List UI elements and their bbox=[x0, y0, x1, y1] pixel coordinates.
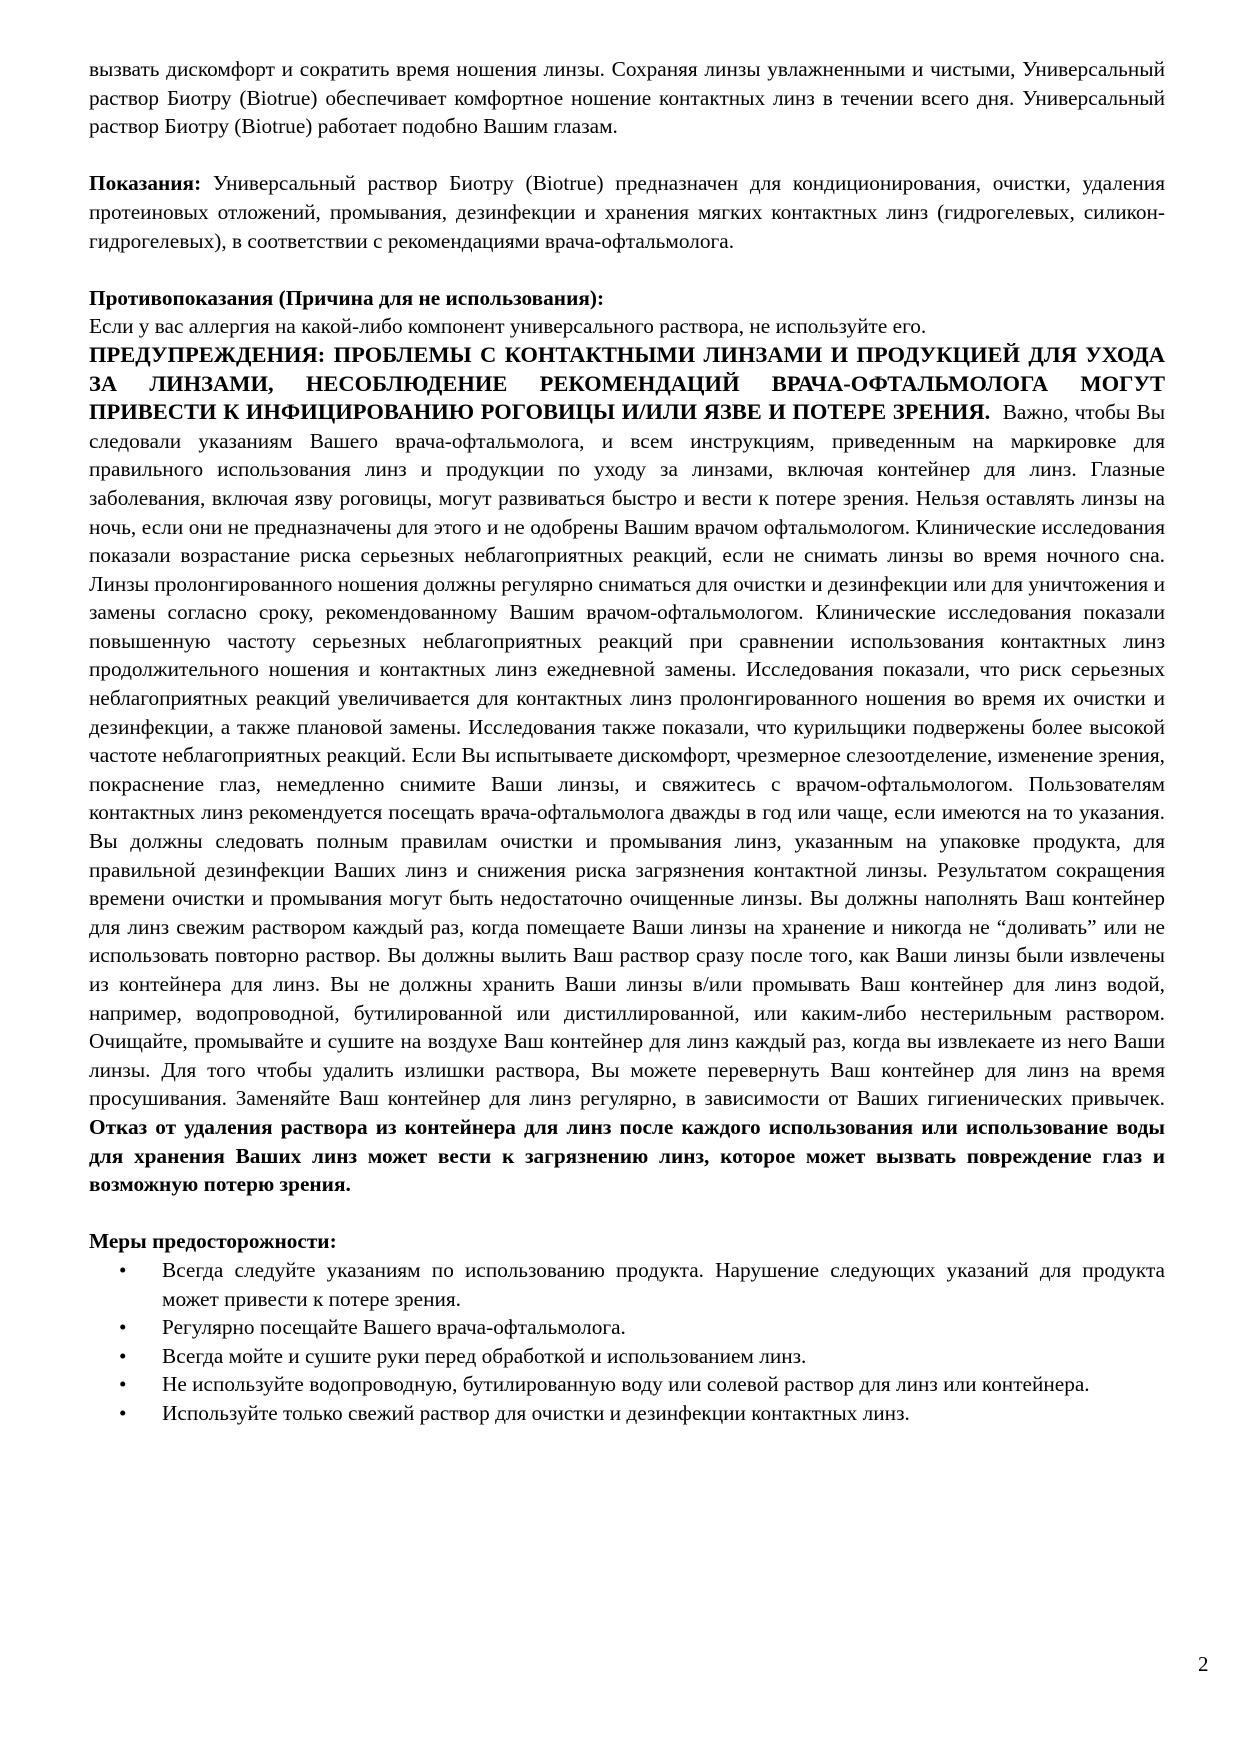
spacer bbox=[89, 255, 1165, 284]
warnings-bold-end: Отказ от удаления раствора из контейнера для линз после каждого использования или использование воды для хранения Ваших линз может вести к загрязнению линз, которое может вызвать повреждение глаз и возможную потерю зрения. bbox=[89, 1114, 1165, 1197]
list-item-text: Регулярно посещайте Вашего врача-офтальмолога. bbox=[162, 1315, 626, 1340]
page-number: 2 bbox=[1198, 1652, 1209, 1676]
precautions-heading: Меры предосторожности: bbox=[89, 1229, 337, 1254]
list-item-text: Всегда следуйте указаниям по использованию продукта. Нарушение следующих указаний для продукта может привести к потере зрения. bbox=[162, 1257, 1165, 1311]
bullet-icon: • bbox=[119, 1400, 127, 1425]
indications-label: Показания: bbox=[89, 171, 202, 196]
precautions-list bbox=[89, 1256, 1165, 1428]
bullet-icon: • bbox=[119, 1343, 127, 1368]
indications-paragraph bbox=[89, 169, 1165, 255]
contraindications-text: Если у вас аллергия на какой-либо компонент универсального раствора, не используйте его. bbox=[89, 314, 927, 339]
list-item bbox=[89, 1370, 1165, 1399]
spacer bbox=[89, 1199, 1165, 1228]
warnings-caps: ПРЕДУПРЕЖДЕНИЯ: ПРОБЛЕМЫ С КОНТАКТНЫМИ ЛИНЗАМИ И ПРОДУКЦИЕЙ ДЛЯ УХОДА ЗА ЛИНЗАМИ, НЕСОБЛЮДЕНИЕ РЕКОМЕНДАЦИЙ ВРАЧА-ОФТАЛЬМОЛОГА МОГУТ ПРИВЕСТИ К ИНФИЦИРОВАНИЮ РОГОВИЦЫ И/ИЛИ ЯЗВЕ И ПОТЕРЕ ЗРЕНИЯ. bbox=[89, 341, 1165, 425]
intro-paragraph: вызвать дискомфорт и сократить время ношения линзы. Сохраняя линзы увлажненными и чистыми, Универсальный раствор Биотру (Biotrue) обеспечивает комфортное ношение контактных линз в течении всего дня. Универсальный раствор Биотру (Biotrue) работает подобно Вашим глазам. bbox=[89, 57, 1165, 139]
bullet-icon: • bbox=[119, 1315, 127, 1340]
warnings-text: Важно, чтобы Вы следовали указаниям Вашего врача-офтальмолога, и всем инструкциям, приведенным на маркировке для правильного использования линз и продукции по уходу за линзами, включая контейнер для линз. Глазные заболевания, включая язву роговицы, могут развиваться быстро и вести к потере зрения. Нельзя оставлять линзы на ночь, если они не предназначены для этого и не одобрены Вашим врачом офтальмологом. Клинические исследования показали возрастание риска серьезных неблагоприятных реакций, если не снимать линзы во время ночного сна. Линзы пролонгированного ношения должны регулярно сниматься для очистки и дезинфекции или для уничтожения и замены согласно сроку, рекомендованному Вашим врачом-офтальмологом. Клинические исследования показали повышенную частоту серьезных неблагоприятных реакций при сравнении использования контактных линз продолжительного ношения и контактных линз ежедневной замены. Исследования показали, что риск серьезных неблагоприятных реакций увеличивается для контактных линз пролонгированного ношения во время их очистки и дезинфекции, а также плановой замены. Исследования также показали, что курильщики подвержены более высокой частоте неблагоприятных реакций. Если Вы испытываете дискомфорт, чрезмерное слезоотделение, изменение зрения, покраснение глаз, немедленно снимите Ваши линзы, и свяжитесь с врачом-офтальмологом. Пользователям контактных линз рекомендуется посещать врача-офтальмолога дважды в год или чаще, если имеются на то указания. Вы должны следовать полным правилам очистки и промывания линз, указанным на упаковке продукта, для правильной дезинфекции Ваших линз и снижения риска загрязнения контактной линзы. Результатом сокращения времени очистки и промывания могут быть недостаточно очищенные линзы. Вы должны наполнять Ваш контейнер для линз свежим раствором каждый раз, когда помещаете Ваши линзы на хранение и никогда не “доливать” или не использовать повторно раствор. Вы должны вылить Ваш раствор сразу после того, как Ваши линзы были извлечены из контейнера для линз. Вы не должны хранить Ваши линзы в/или промывать Ваш контейнер для линз водой, например, водопроводной, бутилированной или дистиллированной, или каким-либо нестерильным раствором. Очищайте, промывайте и сушите на воздухе Ваш контейнер для линз каждый раз, когда вы извлекаете из него Ваши линзы. Для того чтобы удалить излишки раствора, Вы можете перевернуть Ваш контейнер для линз на время просушивания. Заменяйте Ваш контейнер для линз регулярно, в зависимости от Ваших гигиенических привычек. bbox=[89, 400, 1171, 1111]
list-item bbox=[89, 1399, 1165, 1428]
contraindications-heading: Противопоказания (Причина для не использования): bbox=[89, 285, 605, 310]
spacer bbox=[89, 141, 1165, 170]
list-item-text: Используйте только свежий раствор для очистки и дезинфекции контактных линз. bbox=[162, 1400, 910, 1425]
list-item-text: Не используйте водопроводную, бутилированную воду или солевой раствор для линз или контейнера. bbox=[162, 1372, 1090, 1397]
bullet-icon: • bbox=[119, 1257, 127, 1282]
bullet-icon: • bbox=[119, 1372, 127, 1397]
list-item-text: Всегда мойте и сушите руки перед обработкой и использованием линз. bbox=[162, 1343, 807, 1368]
document-page bbox=[89, 55, 1171, 1428]
indications-text: Универсальный раствор Биотру (Biotrue) предназначен для кондиционирования, очистки, удаления протеиновых отложений, промывания, дезинфекции и хранения мягких контактных линз (гидрогелевых, силикон-гидрогелевых), в соответствии с рекомендациями врача-офтальмолога. bbox=[89, 171, 1165, 253]
warnings-paragraph bbox=[89, 341, 1171, 1199]
list-item bbox=[89, 1256, 1165, 1313]
list-item bbox=[89, 1313, 1165, 1342]
list-item bbox=[89, 1342, 1165, 1371]
